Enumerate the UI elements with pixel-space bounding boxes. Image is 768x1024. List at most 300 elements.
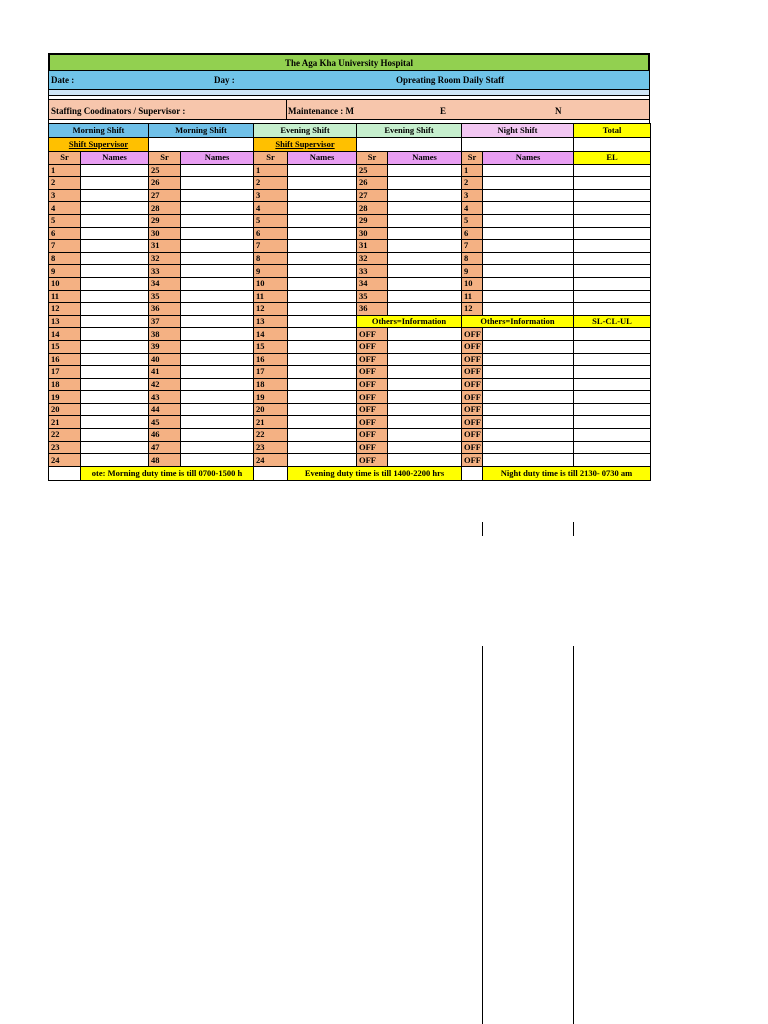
name-field[interactable] [181, 441, 254, 454]
name-field[interactable] [288, 340, 357, 353]
leave-field[interactable] [574, 353, 651, 366]
sr-header: Sr [462, 152, 483, 165]
name-field[interactable] [81, 214, 149, 227]
name-field[interactable] [81, 328, 149, 341]
name-field[interactable] [181, 340, 254, 353]
sr-header: Sr [49, 152, 81, 165]
sr-header: Sr [149, 152, 181, 165]
serial-number: 14 [49, 328, 81, 341]
evening-shift-header-2: Evening Shift [357, 124, 462, 138]
name-field[interactable] [288, 454, 357, 467]
name-field[interactable] [81, 277, 149, 290]
serial-number: 11 [462, 290, 483, 303]
leave-field[interactable] [574, 340, 651, 353]
name-field[interactable] [181, 366, 254, 379]
serial-number: 26 [149, 177, 181, 190]
info-field[interactable] [388, 454, 462, 467]
name-field[interactable] [288, 240, 357, 253]
off-label: OFF [462, 429, 483, 442]
off-label: OFF [462, 328, 483, 341]
staffing-label: Staffing Coodinators / Supervisor : [51, 106, 186, 116]
off-label: OFF [462, 340, 483, 353]
table-row [49, 454, 651, 467]
name-field[interactable] [181, 454, 254, 467]
total-header: Total [574, 124, 651, 138]
name-field[interactable] [81, 303, 149, 316]
info-field[interactable] [388, 340, 462, 353]
table-row [49, 240, 651, 253]
names-header: Names [81, 152, 149, 165]
serial-number: 5 [49, 214, 81, 227]
name-field[interactable] [288, 416, 357, 429]
name-field[interactable] [388, 303, 462, 316]
serial-number: 20 [49, 403, 81, 416]
serial-number: 8 [254, 252, 288, 265]
hospital-title: The Aga Kha University Hospital [48, 53, 650, 70]
table-row [49, 252, 651, 265]
info-field[interactable] [483, 366, 574, 379]
serial-number: 39 [149, 340, 181, 353]
serial-number: 19 [49, 391, 81, 404]
serial-number: 11 [49, 290, 81, 303]
name-field[interactable] [81, 164, 149, 177]
name-field[interactable] [483, 214, 574, 227]
off-label: OFF [357, 391, 388, 404]
table-row [49, 378, 651, 391]
name-field[interactable] [388, 177, 462, 190]
leave-field[interactable] [574, 328, 651, 341]
name-field[interactable] [483, 202, 574, 215]
serial-number: 17 [49, 366, 81, 379]
blank-cell [462, 466, 483, 480]
serial-number: 24 [49, 454, 81, 467]
name-field[interactable] [288, 202, 357, 215]
serial-number: 29 [149, 214, 181, 227]
info-field[interactable] [483, 378, 574, 391]
el-field[interactable] [574, 277, 651, 290]
name-field[interactable] [388, 227, 462, 240]
name-field[interactable] [483, 240, 574, 253]
sheet-title: Opreating Room Daily Staff [396, 75, 505, 85]
serial-number: 2 [49, 177, 81, 190]
serial-number: 29 [357, 214, 388, 227]
serial-number: 24 [254, 454, 288, 467]
serial-number: 9 [254, 265, 288, 278]
name-field[interactable] [181, 429, 254, 442]
info-field[interactable] [483, 328, 574, 341]
table-row [49, 391, 651, 404]
serial-number: 45 [149, 416, 181, 429]
name-field[interactable] [81, 391, 149, 404]
shift-supervisor-label-2: Shift Supervisor [254, 138, 357, 152]
el-field[interactable] [574, 189, 651, 202]
table-row [49, 315, 651, 328]
name-field[interactable] [483, 265, 574, 278]
leave-field[interactable] [574, 429, 651, 442]
name-field[interactable] [288, 391, 357, 404]
info-field[interactable] [483, 353, 574, 366]
name-field[interactable] [181, 290, 254, 303]
el-field[interactable] [574, 214, 651, 227]
name-field[interactable] [81, 189, 149, 202]
shift-supervisor-label-1: Shift Supervisor [49, 138, 149, 152]
serial-number: 18 [254, 378, 288, 391]
name-field[interactable] [288, 177, 357, 190]
serial-number: 35 [149, 290, 181, 303]
serial-number: 26 [357, 177, 388, 190]
name-field[interactable] [81, 340, 149, 353]
name-field[interactable] [288, 214, 357, 227]
serial-number: 5 [462, 214, 483, 227]
others-information-header: Others=Information [357, 315, 462, 328]
name-field[interactable] [181, 403, 254, 416]
serial-number: 8 [49, 252, 81, 265]
serial-number: 27 [357, 189, 388, 202]
name-field[interactable] [388, 164, 462, 177]
name-field[interactable] [288, 366, 357, 379]
name-field[interactable] [81, 177, 149, 190]
night-duty-note: Night duty time is till 2130- 0730 am [483, 466, 651, 480]
serial-number: 34 [357, 277, 388, 290]
serial-number: 14 [254, 328, 288, 341]
date-label: Date : [51, 75, 75, 85]
name-field[interactable] [181, 177, 254, 190]
name-field[interactable] [288, 290, 357, 303]
info-field[interactable] [388, 429, 462, 442]
name-field[interactable] [181, 252, 254, 265]
name-field[interactable] [288, 164, 357, 177]
name-field[interactable] [388, 189, 462, 202]
name-field[interactable] [181, 214, 254, 227]
serial-number: 4 [254, 202, 288, 215]
info-field[interactable] [388, 416, 462, 429]
name-field[interactable] [288, 353, 357, 366]
el-field[interactable] [574, 164, 651, 177]
serial-number: 32 [357, 252, 388, 265]
leave-field[interactable] [574, 416, 651, 429]
name-field[interactable] [288, 441, 357, 454]
info-field[interactable] [483, 340, 574, 353]
table-row [49, 403, 651, 416]
name-field[interactable] [288, 189, 357, 202]
leave-field[interactable] [574, 441, 651, 454]
supervisor-name-field[interactable] [357, 138, 462, 152]
table-row [49, 353, 651, 366]
evening-shift-header-1: Evening Shift [254, 124, 357, 138]
serial-number: 31 [357, 240, 388, 253]
off-label: OFF [357, 454, 388, 467]
info-field[interactable] [388, 353, 462, 366]
name-field[interactable] [81, 265, 149, 278]
serial-number: 25 [149, 164, 181, 177]
name-field[interactable] [181, 240, 254, 253]
serial-number: 6 [254, 227, 288, 240]
name-field[interactable] [288, 303, 357, 316]
el-field[interactable] [574, 177, 651, 190]
name-field[interactable] [181, 265, 254, 278]
info-field[interactable] [483, 391, 574, 404]
off-label: OFF [357, 353, 388, 366]
serial-number: 7 [462, 240, 483, 253]
serial-number: 2 [254, 177, 288, 190]
serial-number: 22 [254, 429, 288, 442]
name-field[interactable] [81, 202, 149, 215]
table-row [49, 124, 651, 138]
grid-line [482, 522, 483, 536]
off-label: OFF [357, 429, 388, 442]
name-field[interactable] [483, 164, 574, 177]
name-field[interactable] [483, 177, 574, 190]
leave-header: SL-CL-UL [574, 315, 651, 328]
serial-number: 10 [254, 277, 288, 290]
name-field[interactable] [181, 202, 254, 215]
morning-duty-note: ote: Morning duty time is till 0700-1500 h [81, 466, 254, 480]
name-field[interactable] [81, 454, 149, 467]
serial-number: 28 [149, 202, 181, 215]
others-information-header: Others=Information [462, 315, 574, 328]
serial-number: 47 [149, 441, 181, 454]
morning-shift-header-1: Morning Shift [49, 124, 149, 138]
blank-cell [49, 466, 81, 480]
night-shift-header: Night Shift [462, 124, 574, 138]
el-field[interactable] [574, 265, 651, 278]
name-field[interactable] [388, 240, 462, 253]
serial-number: 1 [462, 164, 483, 177]
name-field[interactable] [288, 252, 357, 265]
serial-number: 38 [149, 328, 181, 341]
name-field[interactable] [181, 164, 254, 177]
serial-number: 9 [49, 265, 81, 278]
serial-number: 23 [254, 441, 288, 454]
off-label: OFF [357, 366, 388, 379]
serial-number: 46 [149, 429, 181, 442]
table-row [49, 416, 651, 429]
serial-number: 13 [49, 315, 81, 328]
serial-number: 40 [149, 353, 181, 366]
el-field[interactable] [574, 303, 651, 316]
info-field[interactable] [483, 416, 574, 429]
info-field[interactable] [388, 391, 462, 404]
serial-number: 13 [254, 315, 288, 328]
serial-number: 30 [149, 227, 181, 240]
name-field[interactable] [81, 441, 149, 454]
name-field[interactable] [81, 353, 149, 366]
serial-number: 33 [357, 265, 388, 278]
name-field[interactable] [181, 391, 254, 404]
info-field[interactable] [483, 441, 574, 454]
name-field[interactable] [181, 315, 254, 328]
serial-number: 6 [49, 227, 81, 240]
table-row [49, 366, 651, 379]
supervisor-name-field[interactable] [462, 138, 574, 152]
name-field[interactable] [388, 290, 462, 303]
info-field[interactable] [388, 403, 462, 416]
name-field[interactable] [181, 227, 254, 240]
leave-field[interactable] [574, 391, 651, 404]
name-field[interactable] [288, 429, 357, 442]
table-row [49, 328, 651, 341]
serial-number: 41 [149, 366, 181, 379]
info-field[interactable] [388, 378, 462, 391]
sr-header: Sr [254, 152, 288, 165]
name-field[interactable] [288, 315, 357, 328]
off-label: OFF [462, 416, 483, 429]
serial-number: 18 [49, 378, 81, 391]
total-cell[interactable] [574, 138, 651, 152]
maintenance-e: E [440, 106, 447, 116]
table-row [49, 164, 651, 177]
name-field[interactable] [388, 265, 462, 278]
name-field[interactable] [81, 252, 149, 265]
name-field[interactable] [81, 403, 149, 416]
name-field[interactable] [181, 378, 254, 391]
off-label: OFF [357, 403, 388, 416]
name-field[interactable] [288, 378, 357, 391]
off-label: OFF [462, 378, 483, 391]
info-field[interactable] [483, 429, 574, 442]
names-header: Names [483, 152, 574, 165]
serial-number: 12 [254, 303, 288, 316]
serial-number: 37 [149, 315, 181, 328]
name-field[interactable] [388, 214, 462, 227]
name-field[interactable] [388, 252, 462, 265]
info-field[interactable] [388, 441, 462, 454]
serial-number: 20 [254, 403, 288, 416]
serial-number: 44 [149, 403, 181, 416]
table-row [49, 152, 651, 165]
leave-field[interactable] [574, 378, 651, 391]
serial-number: 43 [149, 391, 181, 404]
info-field[interactable] [388, 328, 462, 341]
name-field[interactable] [288, 403, 357, 416]
serial-number: 10 [462, 277, 483, 290]
el-header: EL [574, 152, 651, 165]
serial-number: 36 [149, 303, 181, 316]
name-field[interactable] [483, 277, 574, 290]
evening-duty-note: Evening duty time is till 1400-2200 hrs [288, 466, 462, 480]
serial-number: 2 [462, 177, 483, 190]
el-field[interactable] [574, 202, 651, 215]
name-field[interactable] [388, 277, 462, 290]
serial-number: 3 [49, 189, 81, 202]
table-row [49, 227, 651, 240]
serial-number: 4 [462, 202, 483, 215]
table-row [49, 290, 651, 303]
serial-number: 34 [149, 277, 181, 290]
serial-number: 5 [254, 214, 288, 227]
table-row [49, 202, 651, 215]
name-field[interactable] [181, 328, 254, 341]
el-field[interactable] [574, 252, 651, 265]
sr-header: Sr [357, 152, 388, 165]
name-field[interactable] [483, 252, 574, 265]
serial-number: 21 [49, 416, 81, 429]
divider [286, 100, 287, 120]
serial-number: 4 [49, 202, 81, 215]
serial-number: 16 [49, 353, 81, 366]
info-field[interactable] [388, 366, 462, 379]
table-row [49, 466, 651, 480]
name-field[interactable] [288, 277, 357, 290]
serial-number: 15 [254, 340, 288, 353]
serial-number: 16 [254, 353, 288, 366]
name-field[interactable] [81, 290, 149, 303]
leave-field[interactable] [574, 454, 651, 467]
name-field[interactable] [388, 202, 462, 215]
name-field[interactable] [181, 416, 254, 429]
names-header: Names [388, 152, 462, 165]
name-field[interactable] [483, 227, 574, 240]
staff-table [48, 123, 651, 481]
serial-number: 31 [149, 240, 181, 253]
serial-number: 3 [254, 189, 288, 202]
table-row [49, 441, 651, 454]
day-label: Day : [214, 75, 235, 85]
el-field[interactable] [574, 290, 651, 303]
serial-number: 25 [357, 164, 388, 177]
serial-number: 7 [254, 240, 288, 253]
name-field[interactable] [81, 416, 149, 429]
leave-field[interactable] [574, 403, 651, 416]
off-label: OFF [357, 441, 388, 454]
name-field[interactable] [81, 227, 149, 240]
name-field[interactable] [181, 277, 254, 290]
name-field[interactable] [288, 328, 357, 341]
info-field[interactable] [483, 403, 574, 416]
name-field[interactable] [288, 265, 357, 278]
name-field[interactable] [483, 303, 574, 316]
staffing-row [48, 99, 650, 119]
name-field[interactable] [81, 366, 149, 379]
el-field[interactable] [574, 227, 651, 240]
date-row [48, 70, 650, 89]
leave-field[interactable] [574, 366, 651, 379]
serial-number: 11 [254, 290, 288, 303]
serial-number: 17 [254, 366, 288, 379]
name-field[interactable] [288, 227, 357, 240]
maintenance-n: N [555, 106, 562, 116]
name-field[interactable] [81, 429, 149, 442]
name-field[interactable] [483, 290, 574, 303]
el-field[interactable] [574, 240, 651, 253]
table-row [49, 214, 651, 227]
info-field[interactable] [483, 454, 574, 467]
name-field[interactable] [81, 315, 149, 328]
name-field[interactable] [81, 378, 149, 391]
grid-line [573, 522, 574, 536]
morning-shift-header-2: Morning Shift [149, 124, 254, 138]
serial-number: 19 [254, 391, 288, 404]
off-label: OFF [462, 366, 483, 379]
serial-number: 7 [49, 240, 81, 253]
table-row [49, 189, 651, 202]
serial-number: 35 [357, 290, 388, 303]
table-row [49, 277, 651, 290]
serial-number: 27 [149, 189, 181, 202]
name-field[interactable] [181, 303, 254, 316]
off-label: OFF [357, 340, 388, 353]
serial-number: 8 [462, 252, 483, 265]
roster-sheet [48, 53, 650, 481]
name-field[interactable] [181, 189, 254, 202]
spacer-row [48, 119, 650, 123]
serial-number: 32 [149, 252, 181, 265]
name-field[interactable] [81, 240, 149, 253]
supervisor-name-field[interactable] [149, 138, 254, 152]
serial-number: 9 [462, 265, 483, 278]
name-field[interactable] [483, 189, 574, 202]
name-field[interactable] [181, 353, 254, 366]
